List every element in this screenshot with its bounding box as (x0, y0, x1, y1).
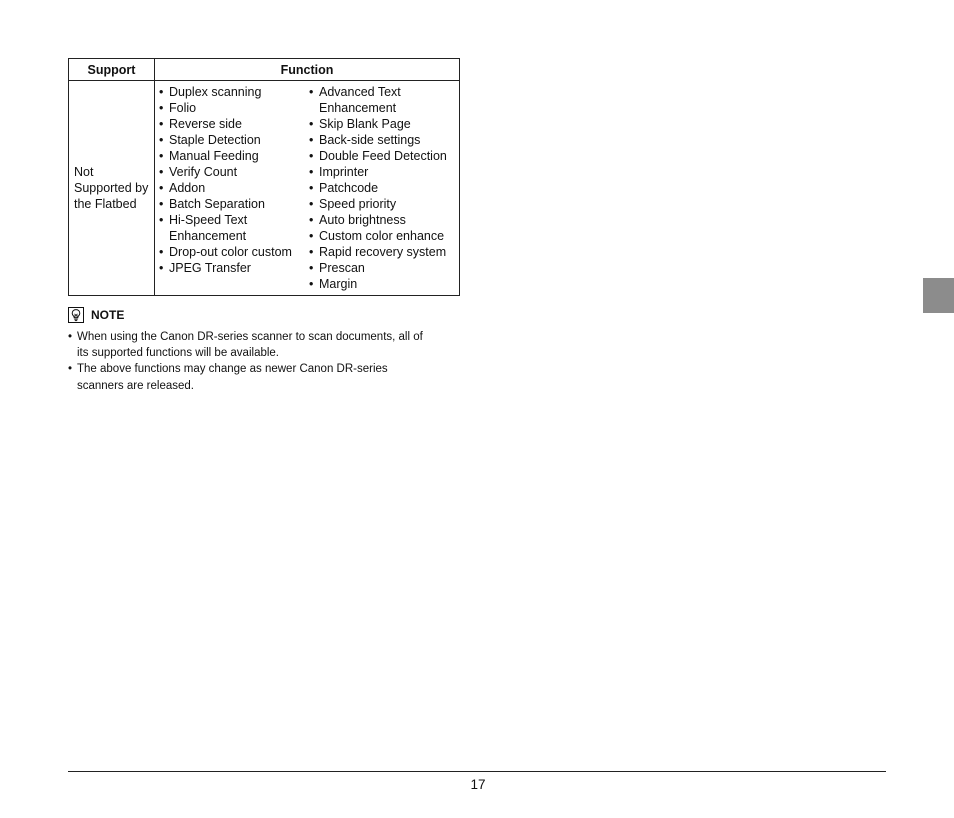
list-item-text: Speed priority (319, 197, 397, 211)
list-item-text: Enhancement (319, 101, 397, 115)
chapter-side-tab (923, 278, 954, 313)
list-item-text: Folio (169, 101, 197, 115)
list-item (159, 260, 309, 276)
note-section (68, 306, 463, 394)
list-item (309, 84, 459, 116)
lightbulb-icon (68, 307, 84, 323)
list-item-text: Duplex scanning (169, 85, 262, 99)
support-cell (69, 81, 155, 296)
list-item-text: JPEG Transfer (169, 261, 251, 275)
list-item (159, 244, 309, 260)
support-line: the Flatbed (74, 197, 137, 211)
list-item (159, 196, 309, 212)
list-item-text: Manual Feeding (169, 149, 259, 163)
note-item (68, 329, 463, 361)
list-item (159, 132, 309, 148)
list-item-text: Back-side settings (319, 133, 421, 147)
note-item-text: scanners are released. (77, 379, 194, 392)
function-cell (155, 81, 460, 296)
list-item (159, 116, 309, 132)
list-item (309, 196, 459, 212)
function-list-left (155, 84, 309, 292)
note-header (68, 306, 463, 324)
list-item (159, 212, 309, 244)
table-row (69, 81, 460, 296)
list-item-text: Auto brightness (319, 213, 406, 227)
page-number: 17 (470, 777, 486, 792)
list-item (309, 276, 459, 292)
list-item (309, 180, 459, 196)
list-item (159, 84, 309, 100)
note-title: NOTE (91, 308, 125, 322)
list-item-text: Imprinter (319, 165, 369, 179)
list-item-text: Drop-out color custom (169, 245, 292, 259)
list-item-text: Patchcode (319, 181, 379, 195)
list-item (309, 116, 459, 132)
list-item-text: Custom color enhance (319, 229, 445, 243)
list-item-text: Batch Separation (169, 197, 265, 211)
list-item-text: Advanced Text (319, 85, 401, 99)
list-item (159, 100, 309, 116)
note-item-text: its supported functions will be available. (77, 347, 280, 360)
list-item-text: Double Feed Detection (319, 149, 447, 163)
functions-table (68, 58, 460, 296)
note-item (68, 361, 463, 393)
function-list-right (309, 84, 459, 292)
list-item-text: Prescan (319, 261, 365, 275)
note-item-text: When using the Canon DR-series scanner to scan documents, all of (77, 331, 423, 343)
list-item (159, 148, 309, 164)
list-item (309, 148, 459, 164)
support-column-header: Support (69, 59, 155, 81)
list-item-text: Skip Blank Page (319, 117, 411, 131)
list-item (309, 228, 459, 244)
list-item (309, 260, 459, 276)
list-item (159, 164, 309, 180)
list-item (309, 164, 459, 180)
function-column-header: Function (155, 59, 460, 81)
list-item-text: Hi-Speed Text (169, 213, 248, 227)
list-item (309, 244, 459, 260)
list-item-text: Rapid recovery system (319, 245, 447, 259)
list-item-text: Verify Count (169, 165, 238, 179)
footer-divider (68, 771, 886, 772)
list-item (309, 132, 459, 148)
list-item (159, 180, 309, 196)
list-item-text: Addon (169, 181, 206, 195)
list-item-text: Reverse side (169, 117, 242, 131)
list-item (309, 212, 459, 228)
list-item-text: Enhancement (169, 229, 247, 243)
support-line: Not (74, 165, 94, 179)
note-item-text: The above functions may change as newer Canon DR-series (77, 363, 388, 376)
support-line: Supported by (74, 181, 149, 195)
table-header-row (69, 59, 460, 81)
list-item-text: Staple Detection (169, 133, 261, 147)
note-list (68, 329, 463, 394)
list-item-text: Margin (319, 277, 358, 291)
